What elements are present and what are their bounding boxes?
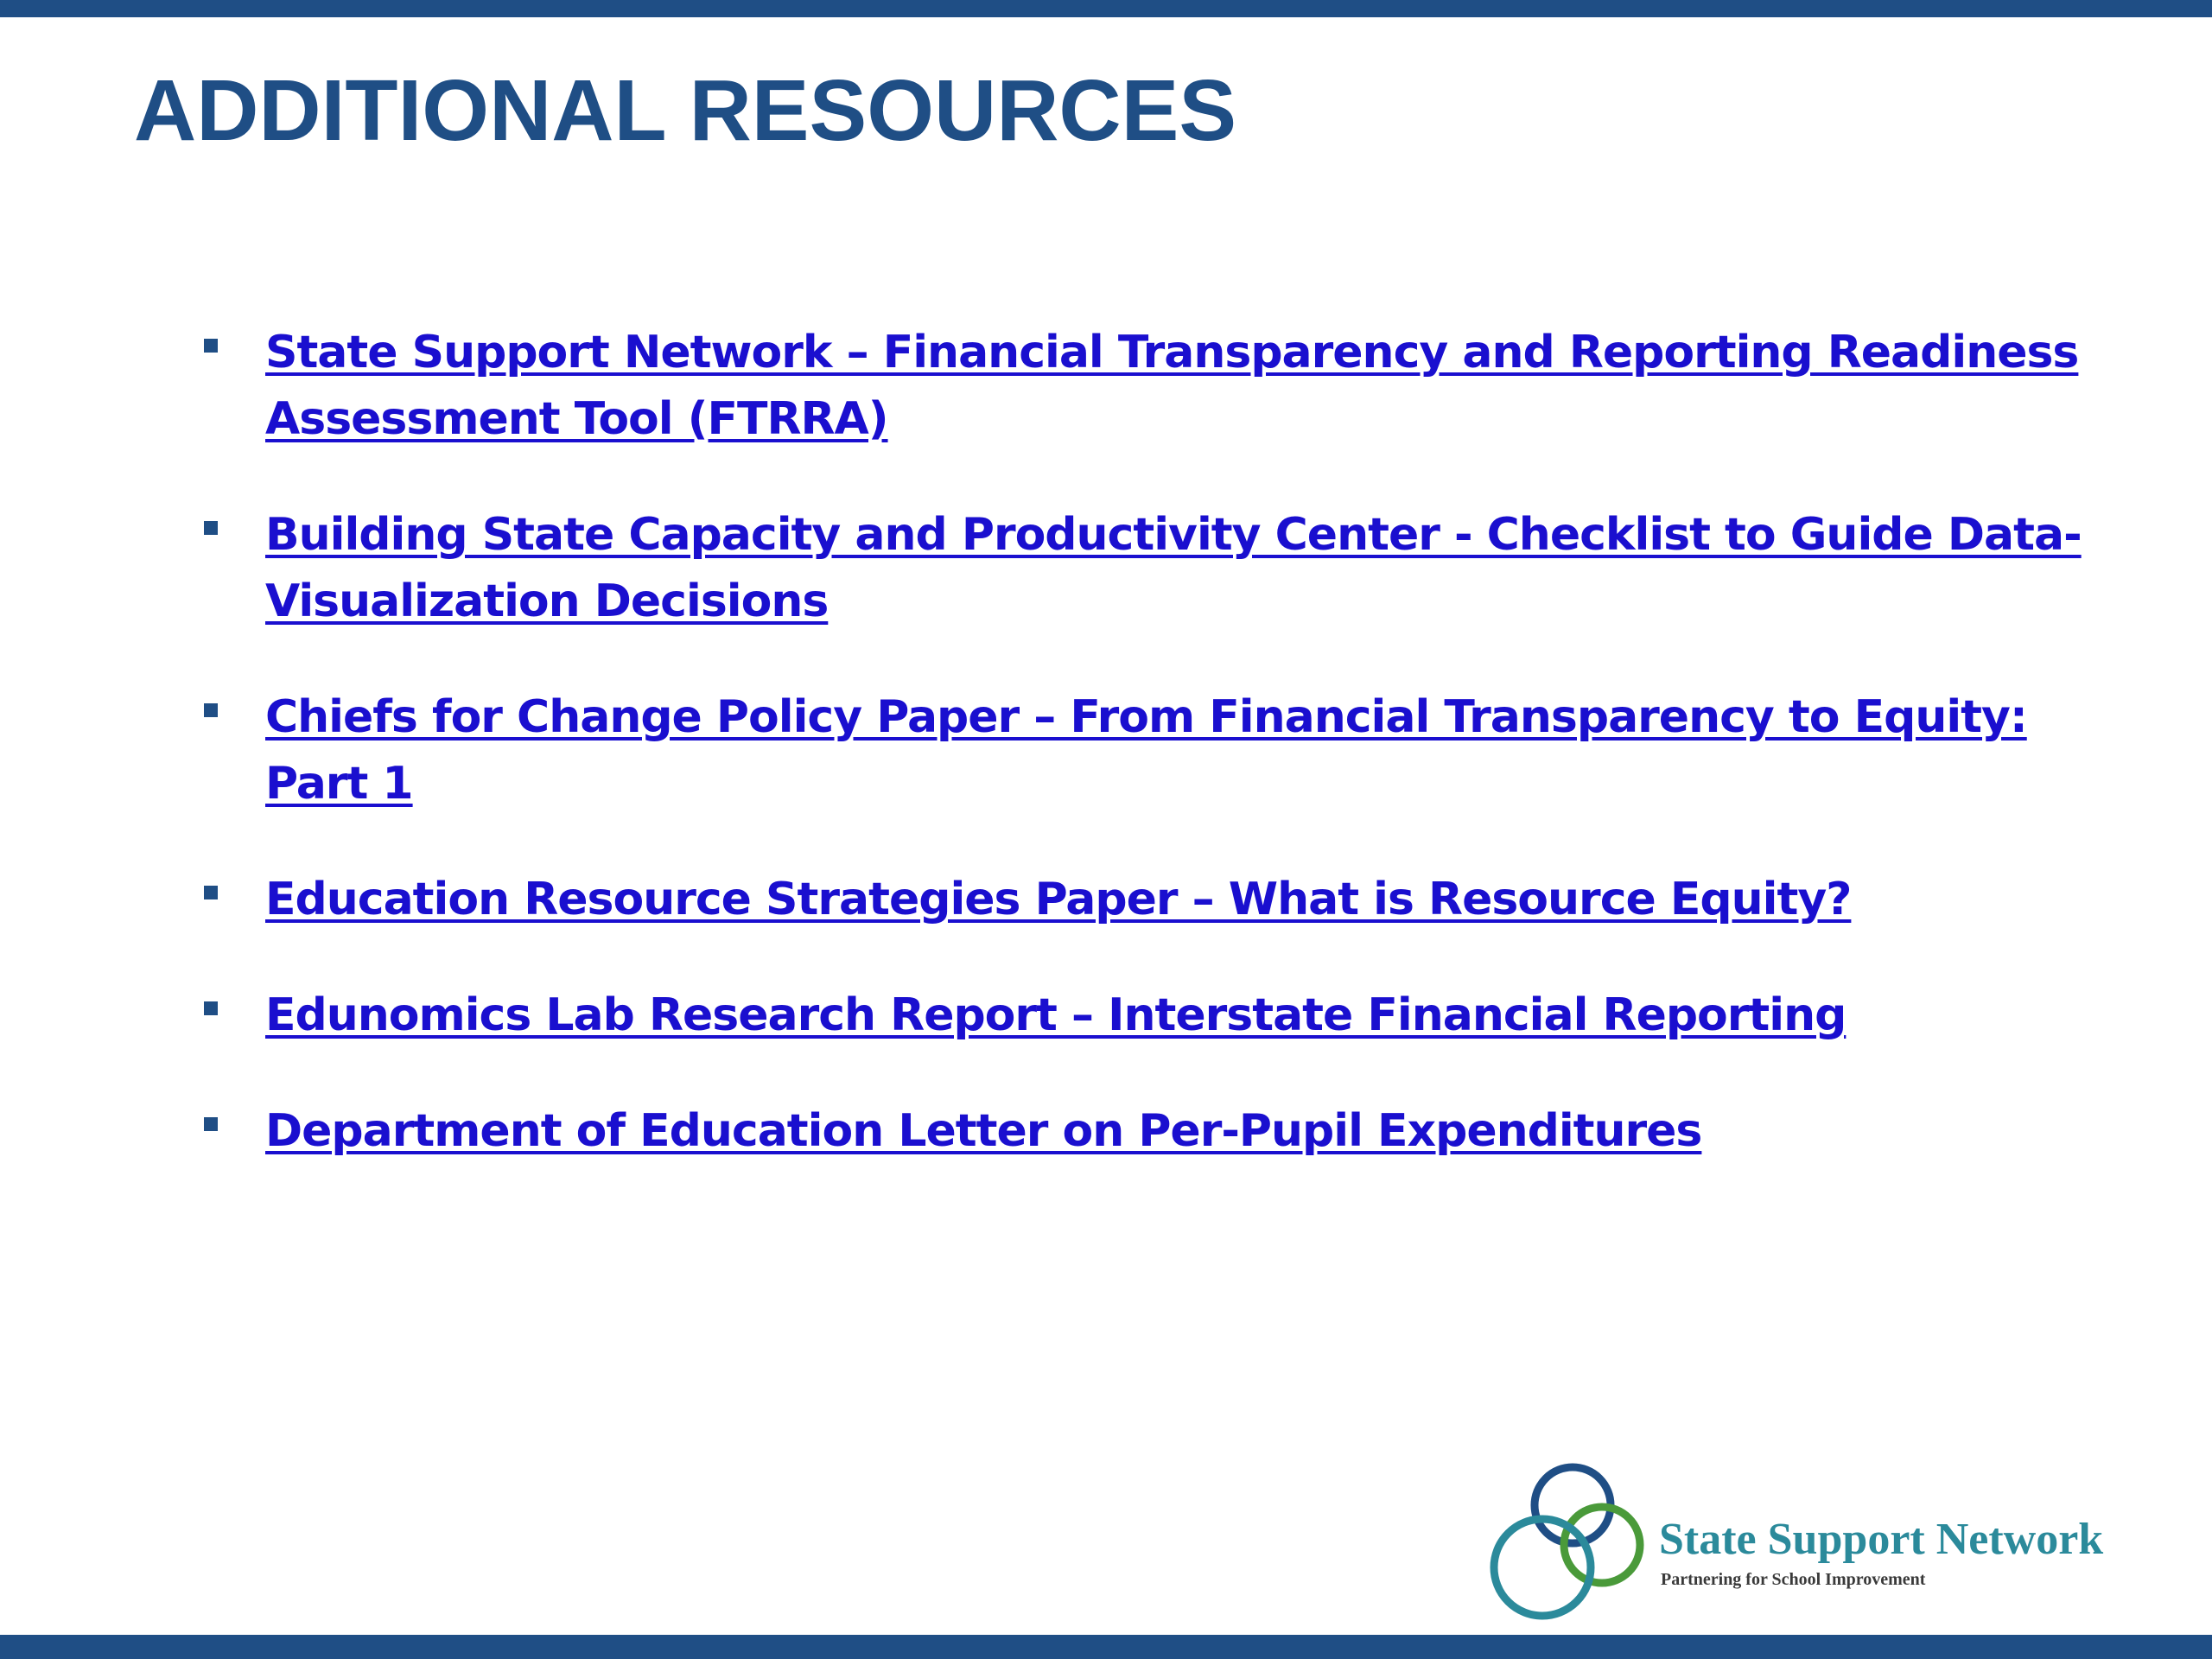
list-item bbox=[199, 982, 2100, 1049]
resource-link-chiefs-for-change[interactable]: Chiefs for Change Policy Paper – From Financial Transparency to Equity: Part 1 bbox=[265, 691, 2027, 810]
resource-link-per-pupil-expenditures[interactable]: Department of Education Letter on Per-Pupil Expenditures bbox=[265, 1105, 1702, 1157]
bullet-icon bbox=[204, 1117, 218, 1131]
list-item bbox=[199, 867, 2100, 933]
list-item bbox=[199, 684, 2100, 817]
state-support-network-logo bbox=[1482, 1462, 2104, 1626]
list-item bbox=[199, 502, 2100, 635]
top-accent-bar bbox=[0, 0, 2212, 17]
logo-name: State Support Network bbox=[1659, 1515, 2104, 1564]
interlocking-rings-icon bbox=[1482, 1462, 1655, 1626]
resource-link-data-visualization-checklist[interactable]: Building State Capacity and Productivity Center - Checklist to Guide Data-Visualization Decisions bbox=[265, 509, 2082, 627]
bullet-icon bbox=[204, 886, 218, 899]
list-item bbox=[199, 1098, 2100, 1165]
logo-tagline: Partnering for School Improvement bbox=[1661, 1570, 1926, 1589]
bullet-icon bbox=[204, 703, 218, 717]
bullet-icon bbox=[204, 339, 218, 353]
resource-list bbox=[199, 320, 2100, 1214]
resource-link-ftrra[interactable]: State Support Network – Financial Transparency and Reporting Readiness Assessment Tool (FTRRA) bbox=[265, 327, 2079, 445]
page-title: ADDITIONAL RESOURCES bbox=[134, 62, 1237, 159]
list-item bbox=[199, 320, 2100, 453]
bullet-icon bbox=[204, 1001, 218, 1015]
resource-link-resource-equity[interactable]: Education Resource Strategies Paper – What is Resource Equity? bbox=[265, 874, 1852, 925]
bullet-icon bbox=[204, 521, 218, 535]
bottom-accent-bar bbox=[0, 1635, 2212, 1659]
resource-link-edunomics-report[interactable]: Edunomics Lab Research Report – Interstate Financial Reporting bbox=[265, 989, 1847, 1041]
